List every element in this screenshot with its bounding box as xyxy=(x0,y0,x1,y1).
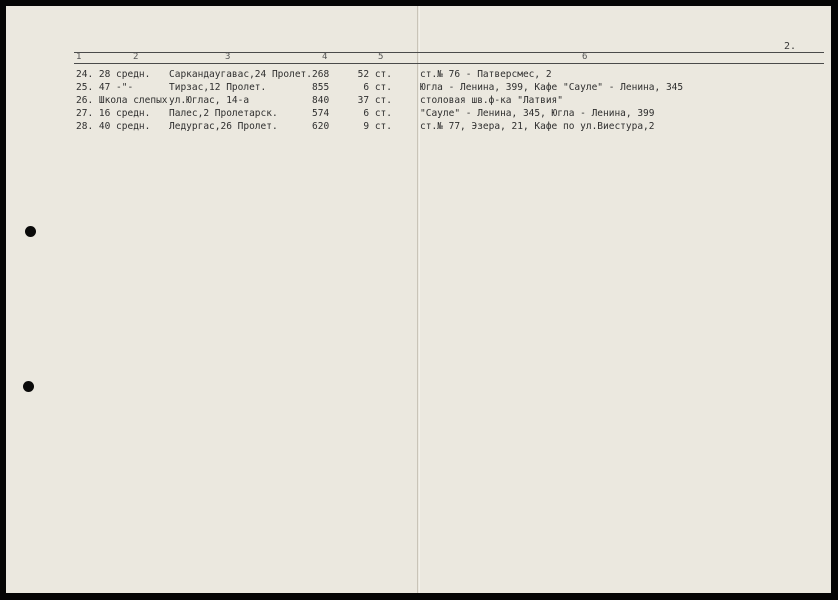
row-count: 268 xyxy=(312,69,330,80)
row-number-school: 24. 28 средн. xyxy=(76,69,151,80)
row-canteens: столовая шв.ф-ка "Латвия" xyxy=(420,95,563,106)
document-page xyxy=(6,6,831,593)
row-address: Палес,2 Пролетарск. xyxy=(169,108,278,119)
table-header-bottom-rule xyxy=(74,63,824,64)
row-canteens: Югла - Ленина, 399, Кафе "Сауле" - Ленина, 345 xyxy=(420,82,684,93)
row-seats: 6 ст. xyxy=(363,82,392,93)
row-number-school: 26. Школа слепых xyxy=(76,95,168,106)
column-number-1: 1 xyxy=(76,52,82,62)
row-seats: 6 ст. xyxy=(363,108,392,119)
row-canteens: ст.№ 76 - Патверсмес, 2 xyxy=(420,69,552,80)
row-address: Ледургас,26 Пролет. xyxy=(169,121,278,132)
punch-hole xyxy=(23,381,34,392)
row-seats: 37 ст. xyxy=(357,95,392,106)
row-canteens: "Сауле" - Ленина, 345, Югла - Ленина, 399 xyxy=(420,108,655,119)
row-count: 620 xyxy=(312,121,330,132)
row-number-school: 28. 40 средн. xyxy=(76,121,151,132)
row-count: 574 xyxy=(312,108,330,119)
page-fold xyxy=(417,6,418,593)
row-count: 840 xyxy=(312,95,330,106)
row-canteens: ст.№ 77, Эзера, 21, Кафе по ул.Виестура,2 xyxy=(420,121,655,132)
row-address: Тирзас,12 Пролет. xyxy=(169,82,267,93)
page-number: 2. xyxy=(784,41,797,52)
row-number-school: 25. 47 -"- xyxy=(76,82,134,93)
punch-hole xyxy=(25,226,36,237)
column-number-5: 5 xyxy=(378,52,384,62)
table-header-top-rule xyxy=(74,52,824,53)
row-address: Саркандаугавас,24 Пролет. xyxy=(169,69,312,80)
row-number-school: 27. 16 средн. xyxy=(76,108,151,119)
column-number-4: 4 xyxy=(322,52,328,62)
column-number-2: 2 xyxy=(133,52,139,62)
column-number-6: 6 xyxy=(582,52,588,62)
row-seats: 9 ст. xyxy=(363,121,392,132)
row-address: ул.Юглас, 14-а xyxy=(169,95,250,106)
row-seats: 52 ст. xyxy=(357,69,392,80)
column-number-3: 3 xyxy=(225,52,231,62)
row-count: 855 xyxy=(312,82,330,93)
